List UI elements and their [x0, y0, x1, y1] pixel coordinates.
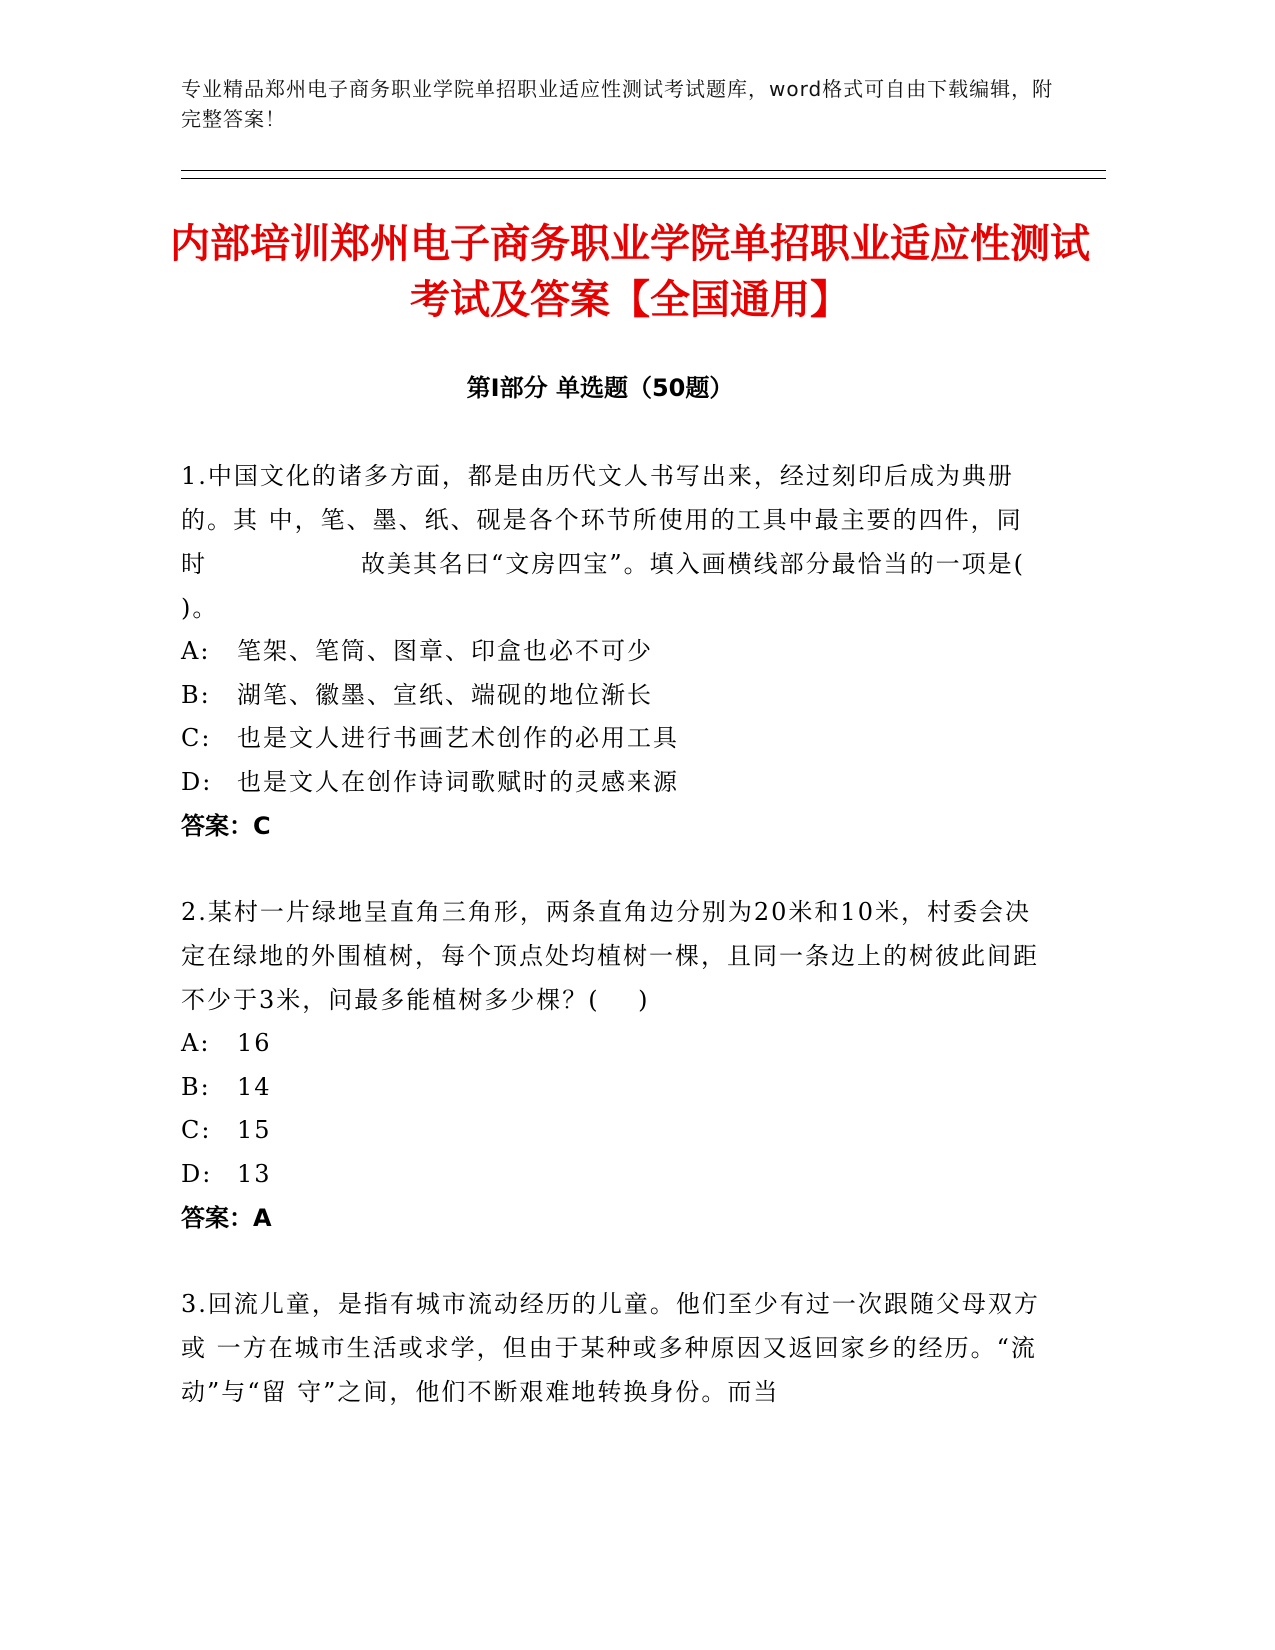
question-3: [181, 1282, 1041, 1414]
option-text: 也是文人在创作诗词歌赋时的灵感来源: [237, 767, 679, 796]
option-a: [181, 630, 1041, 674]
option-text: 也是文人进行书画艺术创作的必用工具: [237, 724, 679, 752]
header-divider-thick: [181, 170, 1106, 171]
section-title: 第Ⅰ部分 单选题（50题）: [466, 374, 734, 402]
question-stem: 3.回流儿童，是指有城市流动经历的儿童。他们至少有过一次跟随父母双方或 一方在城市生活或求学，但由于某种或多种原因又返回家乡的经历。“流动”与“留 守”之间，他们不断艰难地转换身份。而当: [181, 1290, 1040, 1406]
option-key: A:: [181, 637, 211, 665]
option-text: 14: [237, 1072, 272, 1101]
question-stem: 1.中国文化的诸多方面，都是由历代文人书写出来，经过刻印后成为典册的。其 中，笔、墨、纸、砚是各个环节所使用的工具中最主要的四件，同时 故美其名曰“文房四宝”。填入画横线部分最恰当的一项是( )。: [181, 462, 1064, 622]
document-title: 内部培训郑州电子商务职业学院单招职业适应性测试考试及答案【全国通用】: [170, 221, 1090, 323]
option-key: C:: [181, 1116, 212, 1144]
option-b: [181, 674, 1041, 718]
header-note: 专业精品郑州电子商务职业学院单招职业适应性测试考试题库，word格式可自由下载编辑，附完整答案！: [181, 77, 1054, 131]
option-d: [181, 761, 1041, 805]
question-1: [181, 454, 1064, 848]
option-key: B:: [181, 680, 211, 709]
option-key: A:: [181, 1029, 211, 1057]
option-c: [181, 717, 1041, 761]
option-text: 13: [237, 1159, 272, 1188]
option-key: C:: [181, 724, 212, 752]
option-key: B:: [181, 1072, 211, 1101]
option-key: D:: [181, 767, 213, 796]
option-text: 15: [237, 1116, 272, 1144]
option-d: [181, 1153, 1041, 1197]
option-a: [181, 1022, 1041, 1066]
option-key: D:: [181, 1159, 213, 1188]
option-c: [181, 1109, 1041, 1153]
answer-line: 答案：A: [181, 1204, 272, 1232]
option-text: 湖笔、徽墨、宣纸、端砚的地位渐长: [237, 680, 653, 709]
header-divider-thin: [181, 178, 1106, 179]
option-text: 16: [237, 1029, 272, 1057]
answer-line: 答案：C: [181, 812, 271, 840]
option-b: [181, 1066, 1041, 1110]
question-stem: 2.某村一片绿地呈直角三角形，两条直角边分别为20米和10米，村委会决定在绿地的外围植树，每个顶点处均植树一棵，且同一条边上的树彼此间距不少于3米，问最多能植树多少棵？( ): [181, 898, 1039, 1014]
question-2: [181, 890, 1041, 1240]
option-text: 笔架、笔筒、图章、印盒也必不可少: [237, 637, 653, 665]
